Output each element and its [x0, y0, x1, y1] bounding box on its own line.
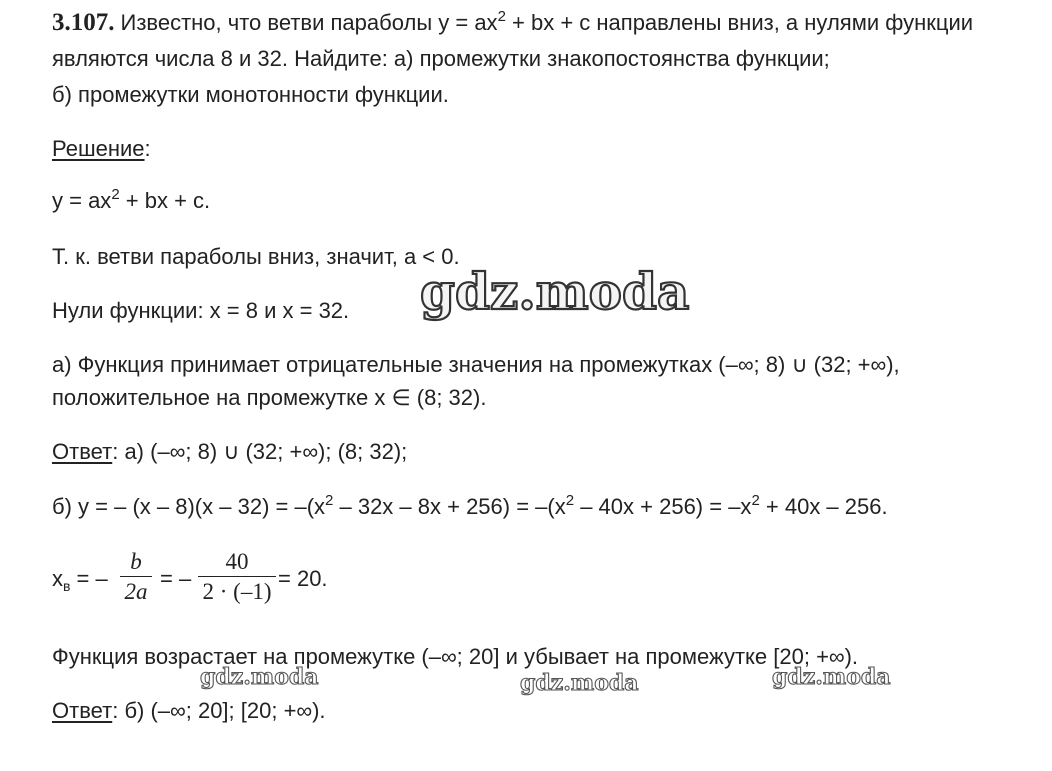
- answer-a: Ответ: а) (–∞; 8) ∪ (32; +∞); (8; 32);: [52, 439, 408, 464]
- watermark-small-right: gdz.moda: [772, 664, 891, 690]
- branches-statement: Т. к. ветви параболы вниз, значит, а < 0.: [52, 244, 460, 269]
- part-a-line-2: положительное на промежутке x ∈ (8; 32).: [52, 385, 487, 410]
- monotony-statement: Функция возрастает на промежутке (–∞; 20] и убывает на промежутке [20; +∞).: [52, 644, 859, 669]
- fraction-40-over-2x-1: 40 2 · (–1): [196, 548, 278, 605]
- part-a-line-1: а) Функция принимает отрицательные значения на промежутках (–∞; 8) ∪ (32; +∞),: [52, 352, 900, 377]
- general-formula: $y = ax^2$ + bx + c.: [52, 186, 211, 213]
- watermark-small-center: gdz.moda: [520, 670, 639, 696]
- watermark-small-left: gdz.moda: [200, 664, 319, 690]
- watermark-main: gdz.moda: [420, 262, 690, 321]
- vertex-formula-lhs: $x_в$ = –: [52, 566, 108, 594]
- problem-number: 3.107.: [52, 9, 115, 36]
- zeros-statement: Нули функции: x = 8 и x = 32.: [52, 298, 350, 323]
- vertex-result: = 20.: [278, 566, 328, 591]
- vertex-formula-eq2: = –: [160, 566, 192, 591]
- answer-b: Ответ: б) (–∞; 20]; [20; +∞).: [52, 698, 326, 723]
- problem-statement-line-2: являются числа 8 и 32. Найдите: а) промежутки знакопостоянства функции;: [52, 46, 830, 71]
- solution-heading: Решение:: [52, 136, 151, 161]
- problem-statement-line-3: б) промежутки монотонности функции.: [52, 82, 449, 107]
- problem-statement-line-1: 3.107. Известно, что ветви параболы $y = ax^2$ + bx + c направлены вниз, а нулями функции: [52, 8, 974, 36]
- fraction-b-over-2a: b 2a: [118, 548, 154, 605]
- part-b-expansion: б) y = – $(x - 8)(x - 32) = -(x^2 - 32x - 8x + 256) = -(x^2 - 40x + 256) = -x^2 + 40x - 256$.: [52, 492, 888, 519]
